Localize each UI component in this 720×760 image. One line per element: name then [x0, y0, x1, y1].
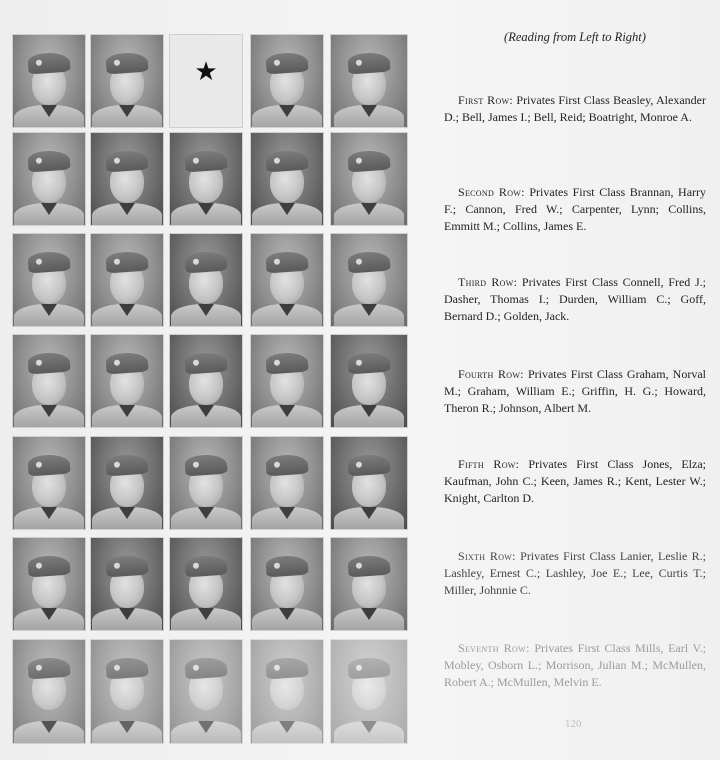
soldier-portrait — [90, 639, 164, 744]
soldier-portrait — [169, 436, 243, 530]
soldier-portrait — [12, 233, 86, 327]
caption-row-6 — [444, 548, 706, 599]
soldier-portrait — [90, 436, 164, 530]
soldier-portrait — [330, 233, 408, 327]
soldier-portrait — [12, 34, 86, 128]
soldier-portrait — [90, 334, 164, 428]
memorial-star-cell — [169, 34, 243, 128]
star-icon: ★ — [194, 57, 218, 87]
row-label: Sixth Row: — [458, 549, 516, 563]
row-label: Seventh Row: — [458, 641, 530, 655]
row-names: Privates First Class Graham, Norval M.; Graham, William E.; Griffin, H. G.; Howard, Theron R.; Johnson, Albert M. — [444, 367, 706, 415]
soldier-portrait — [250, 34, 324, 128]
portrait-grid — [12, 34, 410, 744]
row-label: Second Row: — [458, 185, 525, 199]
row-label: Fifth Row: — [458, 457, 520, 471]
row-names: Privates First Class Brannan, Harry F.; Cannon, Fred W.; Carpenter, Lynn; Collins, Emmitt M.; Collins, James E. — [444, 185, 707, 233]
soldier-portrait — [250, 132, 324, 226]
caption-row-1 — [444, 92, 706, 126]
soldier-portrait — [12, 537, 86, 631]
soldier-portrait — [12, 639, 86, 744]
row-label: First Row: — [458, 93, 514, 107]
caption-column — [444, 30, 707, 689]
soldier-portrait — [169, 639, 243, 744]
soldier-portrait — [12, 132, 86, 226]
soldier-portrait — [12, 436, 86, 530]
soldier-portrait — [169, 132, 243, 226]
caption-row-5 — [444, 456, 706, 507]
soldier-portrait — [250, 436, 324, 530]
soldier-portrait — [90, 34, 164, 128]
caption-row-4 — [444, 366, 706, 417]
soldier-portrait — [250, 639, 324, 744]
row-names: Privates First Class Connell, Fred J.; Dasher, Thomas I.; Durden, William C.; Goff, Bernard D.; Golden, Jack. — [444, 275, 706, 323]
soldier-portrait — [250, 334, 324, 428]
reading-order-heading: (Reading from Left to Right) — [504, 30, 646, 44]
soldier-portrait — [330, 132, 408, 226]
soldier-portrait — [250, 233, 324, 327]
soldier-portrait — [169, 233, 243, 327]
page-number: 120 — [565, 718, 582, 730]
soldier-portrait — [169, 334, 243, 428]
caption-row-7 — [444, 640, 706, 691]
row-names: Privates First Class Lanier, Leslie R.; Lashley, Ernest C.; Lashley, Joe E.; Lee, Curtis T.; Miller, Johnnie C. — [444, 549, 706, 597]
soldier-portrait — [250, 537, 324, 631]
soldier-portrait — [330, 639, 408, 744]
soldier-portrait — [90, 233, 164, 327]
row-names: Privates First Class Beasley, Alexander D.; Bell, James I.; Bell, Reid; Boatright, Monroe A. — [444, 93, 706, 124]
row-label: Fourth Row: — [458, 367, 524, 381]
row-label: Third Row: — [458, 275, 518, 289]
row-names: Privates First Class Jones, Elza; Kaufman, John C.; Keen, James R.; Kent, Lester W.; Knight, Carlton D. — [444, 457, 706, 505]
soldier-portrait — [330, 334, 408, 428]
row-names: Privates First Class Mills, Earl V.; Mobley, Osborn L.; Morrison, Julian M.; McMullen, Robert A.; McMullen, Melvin E. — [444, 641, 706, 689]
soldier-portrait — [330, 436, 408, 530]
caption-row-3 — [444, 274, 706, 325]
soldier-portrait — [90, 132, 164, 226]
soldier-portrait — [330, 34, 408, 128]
soldier-portrait — [12, 334, 86, 428]
soldier-portrait — [90, 537, 164, 631]
caption-row-2 — [444, 184, 706, 235]
soldier-portrait — [169, 537, 243, 631]
soldier-portrait — [330, 537, 408, 631]
